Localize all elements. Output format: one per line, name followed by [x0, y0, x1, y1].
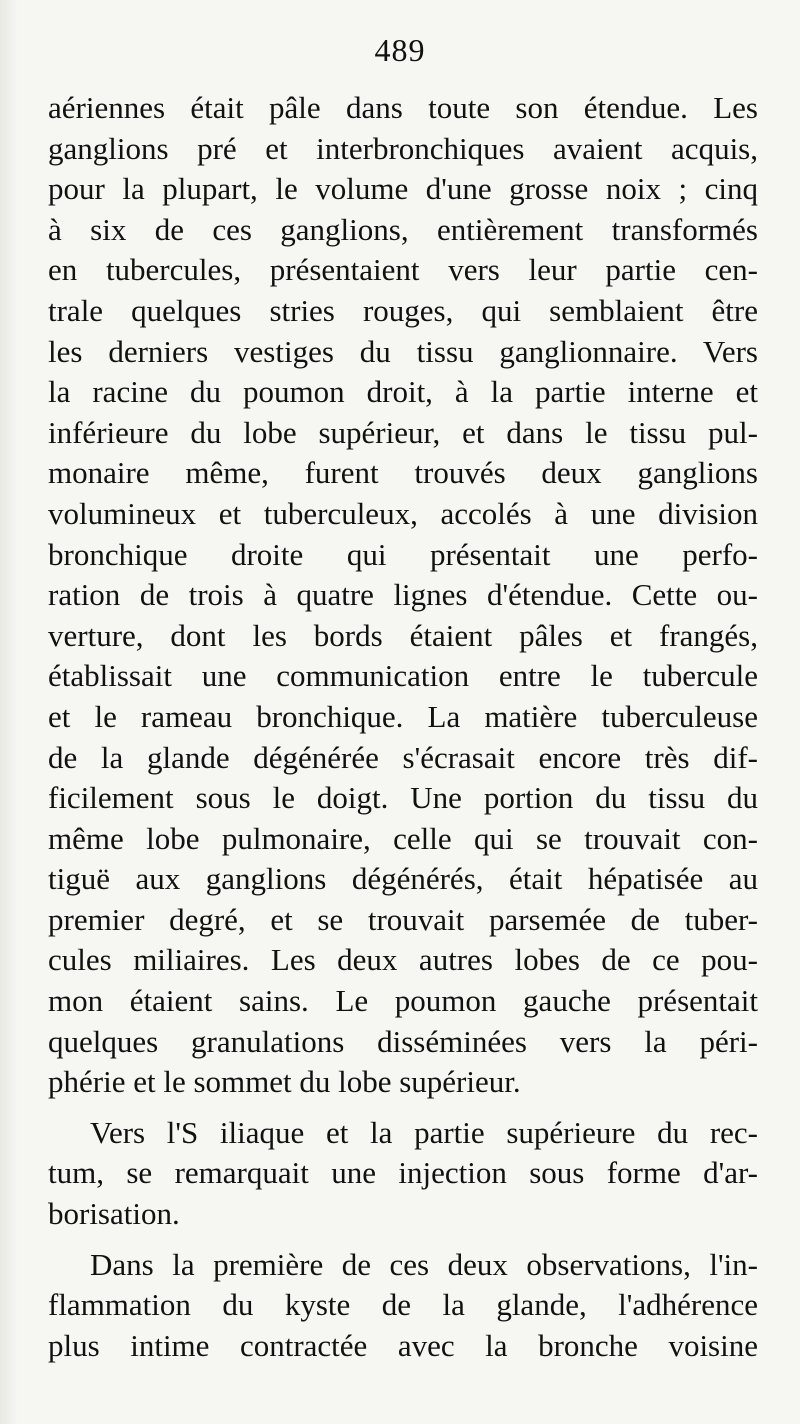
text-line: Vers l'S iliaque et la partie supérieure du rec-	[90, 1114, 758, 1150]
text-line: tiguë aux ganglions dégénérés, était hépatisée au	[48, 861, 758, 897]
paragraph-gap	[48, 1235, 758, 1245]
text-line: borisation.	[48, 1196, 180, 1232]
text-line: quelques granulations disséminées vers la péri-	[48, 1023, 758, 1059]
text-line: en tubercules, présentaient vers leur partie cen-	[48, 252, 758, 288]
text-line: phérie et le sommet du lobe supérieur.	[48, 1064, 521, 1100]
text-line: établissait une communication entre le tubercule	[48, 658, 758, 694]
text-line: Dans la première de ces deux observations, l'in-	[90, 1246, 758, 1282]
paragraph-2	[48, 1113, 758, 1235]
text-line: la racine du poumon droit, à la partie interne et	[48, 374, 758, 410]
text-line: pour la plupart, le volume d'une grosse noix ; cinq	[48, 171, 758, 207]
text-line: inférieure du lobe supérieur, et dans le tissu pul-	[48, 414, 758, 450]
text-line: cules miliaires. Les deux autres lobes de ce pou-	[48, 942, 758, 978]
text-line: trale quelques stries rouges, qui semblaient être	[48, 292, 758, 328]
paragraph-3	[48, 1245, 758, 1367]
text-line: les derniers vestiges du tissu ganglionnaire. Vers	[48, 333, 758, 369]
text-line: à six de ces ganglions, entièrement transformés	[48, 211, 758, 247]
paragraph-gap	[48, 1103, 758, 1113]
text-line: ganglions pré et interbronchiques avaient acquis,	[48, 130, 758, 166]
text-line: et le rameau bronchique. La matière tuberculeuse	[48, 698, 758, 734]
text-line: plus intime contractée avec la bronche voisine	[48, 1327, 758, 1363]
text-line: de la glande dégénérée s'écrasait encore très dif-	[48, 739, 758, 775]
text-line: premier degré, et se trouvait parsemée de tuber-	[48, 901, 758, 937]
paragraph-1	[48, 88, 758, 1103]
page-number: 489	[374, 32, 426, 68]
text-line: ficilement sous le doigt. Une portion du tissu du	[48, 780, 758, 816]
text-line: verture, dont les bords étaient pâles et frangés,	[48, 617, 758, 653]
text-line: bronchique droite qui présentait une perfo-	[48, 536, 758, 572]
text-line: mon étaient sains. Le poumon gauche présentait	[48, 983, 758, 1019]
text-line: même lobe pulmonaire, celle qui se trouvait con-	[48, 820, 758, 856]
text-line: aériennes était pâle dans toute son étendue. Les	[48, 90, 758, 125]
text-line: tum, se remarquait une injection sous forme d'ar-	[48, 1155, 758, 1191]
text-line: monaire même, furent trouvés deux ganglions	[48, 455, 758, 491]
body-text	[48, 88, 758, 1366]
text-line: flammation du kyste de la glande, l'adhérence	[48, 1287, 758, 1323]
text-line: ration de trois à quatre lignes d'étendue. Cette ou-	[48, 577, 758, 613]
page-edge-shadow	[0, 0, 18, 1424]
text-line: volumineux et tuberculeux, accolés à une division	[48, 495, 758, 531]
